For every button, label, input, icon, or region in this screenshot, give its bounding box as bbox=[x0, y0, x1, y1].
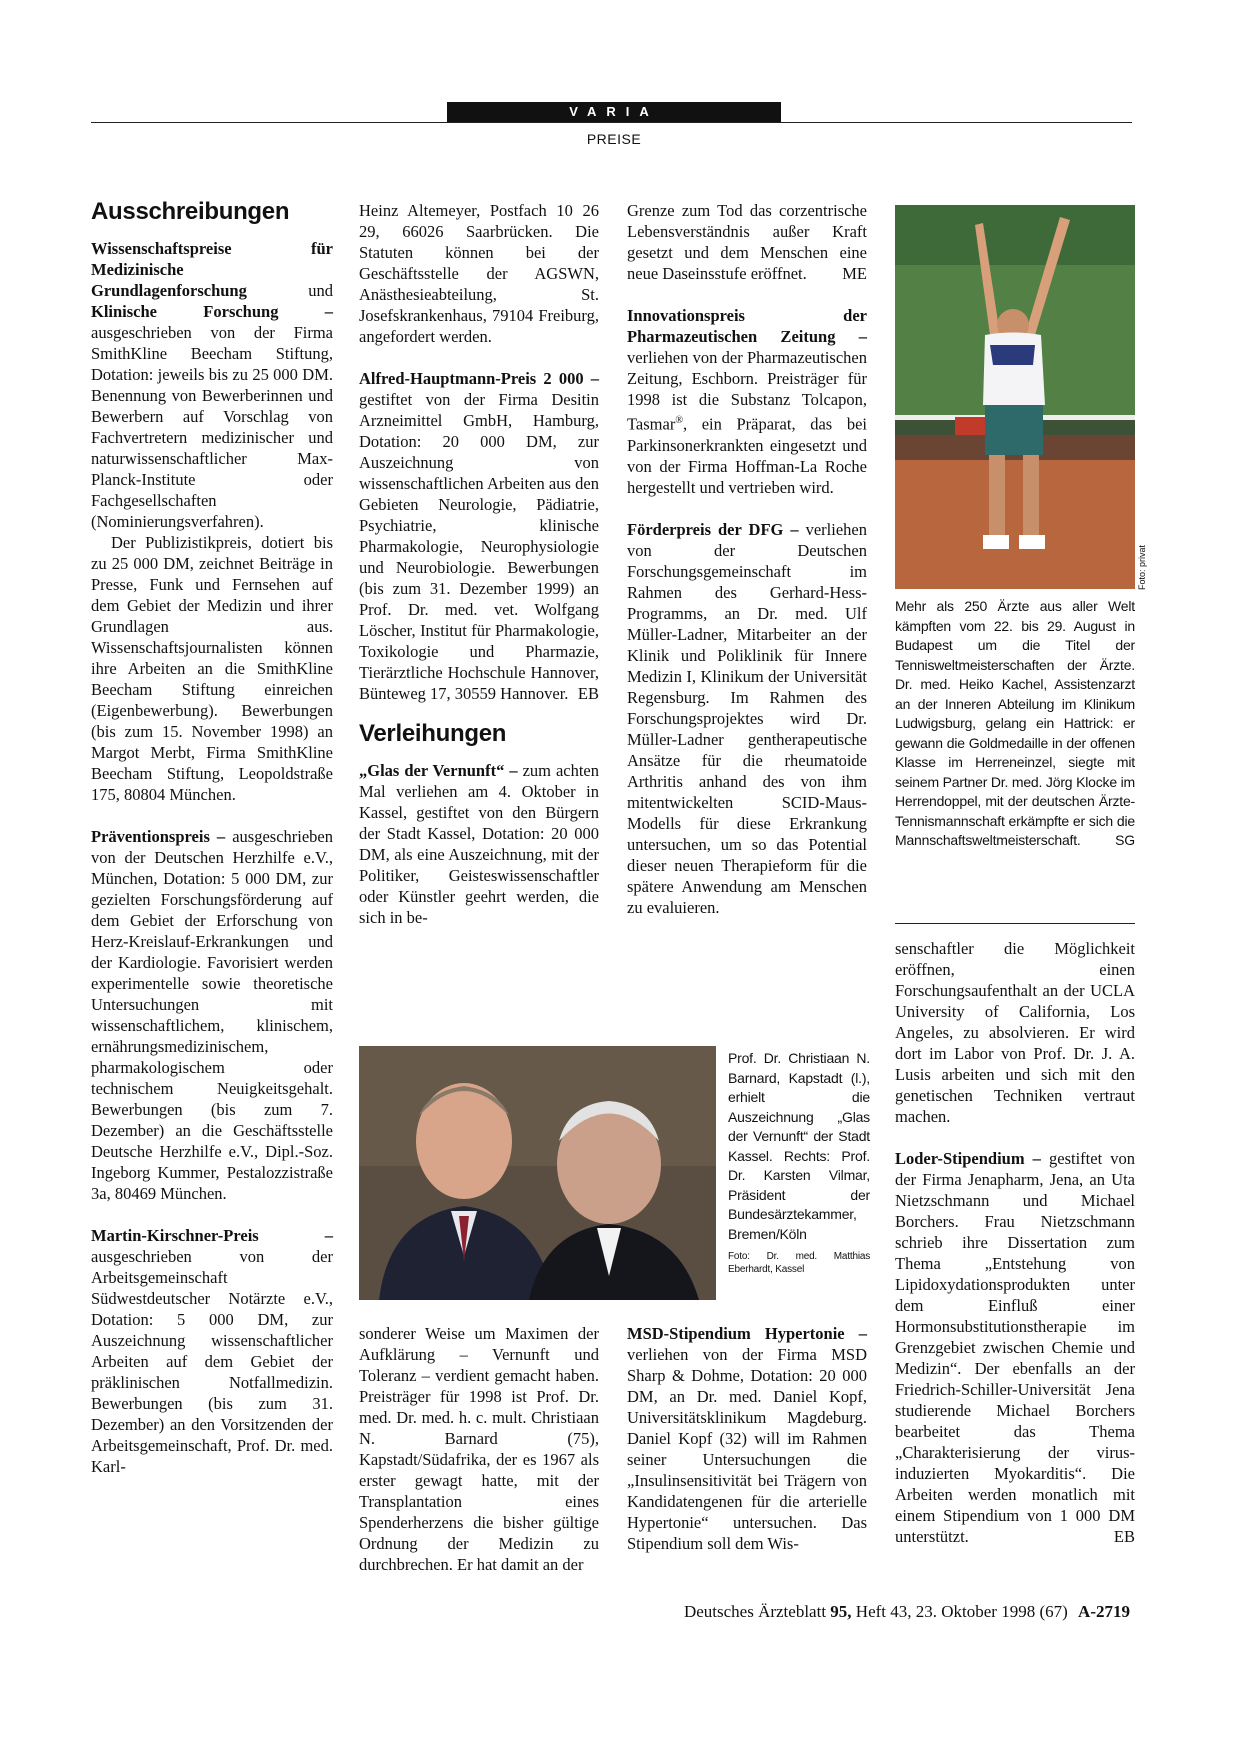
heading-verleihungen: Verleihungen bbox=[359, 720, 507, 747]
photo-tennis-illustration bbox=[895, 205, 1135, 589]
column-4 bbox=[895, 938, 1135, 1547]
photo-credit: Foto: Dr. med. Matthias Eberhardt, Kassel bbox=[728, 1251, 870, 1275]
author-signature: EB bbox=[1113, 1527, 1135, 1546]
photo-barnard-caption: Prof. Dr. Christiaan N. Barnard, Kapstadt (l.), erhielt die Auszeichnung „Glas der Vernunft“ der Stadt Kassel. Rechts: Prof. Dr. Karsten Vilmar, Präsident der Bundesärztekammer, Bremen/Köln Foto: Dr. med. Matthias Eberhardt, Kassel bbox=[728, 1050, 870, 1275]
heading-ausschreibungen: Ausschreibungen bbox=[91, 198, 290, 225]
subsection-label: PREISE bbox=[586, 131, 642, 147]
tennis-photo-credit: Foto: privat bbox=[1137, 544, 1147, 590]
section-label: VARIA bbox=[447, 102, 781, 122]
article-foerderpreis-dfg: Förderpreis der DFG – verliehen von der Deutschen Forschungsgemeinschaft im Rahmen des Gerhard-Hess-Programms, an Dr. med. Ulf Müller-Ladner, Mitarbeiter an der Klinik und Poliklinik für Innere Medizin I, Klinikum der Universität Regensburg. Im Rahmen des Forschungsprojektes wird Dr. Müller-Ladner gentherapeutische Ansätze für die rheumatoide Arthritis anhand des von ihm mitentwickelten SCID-Maus-Modells für diese Erkrankung untersuchen, um so das Potential dieser neuen Therapieform für die spätere Anwendung am Menschen zu evaluieren. bbox=[627, 519, 867, 917]
page-footer: Deutsches Ärzteblatt 95, Heft 43, 23. Oktober 1998 (67) A-2719 bbox=[683, 1602, 1130, 1621]
author-signature: ME bbox=[842, 264, 867, 283]
author-signature: EB bbox=[577, 684, 599, 703]
article-glas-der-vernunft: „Glas der Vernunft“ – zum achten Mal verliehen am 4. Oktober in Kassel, gestiftet von den Bürgern der Stadt Kassel, Dotation: 20 000 DM, als eine Auszeichnung, mit der Politiker, Geisteswissenschaftler oder Künstler geehrt werden, die sich in be- bbox=[359, 761, 600, 927]
article-glas-cont: Grenze zum Tod das corzentrische Lebensverständnis außer Kraft gesetzt und dem Menschen eine neue Daseinsstufe eröffnet. ME bbox=[627, 201, 867, 283]
article-martin-kirschner-cont: Heinz Altemeyer, Postfach 10 26 29, 66026 Saarbrücken. Die Statuten können bei der Geschäftsstelle der AGSWN, Anästhesieabteilung, St. Josefskrankenhaus, 79104 Freiburg, angefordert werden. bbox=[359, 201, 599, 346]
article-martin-kirschner-preis: Martin-Kirschner-Preis – ausgeschrieben von der Arbeitsgemeinschaft Südwestdeutscher Notärzte e.V., Dotation: 5 000 DM, zur Auszeichnung wissenschaftlicher Arbeiten auf dem Gebiet der präklinischen Notfallmedizin. Bewerbungen (bis zum 31. Dezember) an den Vorsitzenden der Arbeitsgemeinschaft, Prof. Dr. med. Karl- bbox=[91, 1226, 333, 1476]
column-1 bbox=[91, 198, 333, 1477]
article-msd-cont: senschaftler die Möglichkeit eröffnen, einen Forschungsaufenthalt an der UCLA University of California, Los Angeles, zu absolvieren. Er wird dort im Labor von Prof. Dr. J. A. Lusis arbeiten und sich mit den genetischen Techniken vertraut machen. bbox=[895, 939, 1135, 1126]
article-msd-stipendium: MSD-Stipendium Hypertonie – verliehen von der Firma MSD Sharp & Dohme, Dotation: 20 000 DM, an Dr. med. Daniel Kopf, Universitätsklinikum Magdeburg. Daniel Kopf (32) will im Rahmen seiner Untersuchungen die „Insulinsensitivität bei Trägern von Kandidatengenen für die arterielle Hypertonie“ untersuchen. Das Stipendium soll dem Wis- bbox=[627, 1324, 867, 1553]
article-loder-stipendium: Loder-Stipendium – gestiftet von der Firma Jenapharm, Jena, an Uta Nietzschmann und Michael Borchers. Frau Nietzschmann schrieb ihre Dissertation zum Thema „Entstehung von Lipidoxydationsprodukten unter dem Einfluß einer Hormonsubstitutionstherapie im Grenzgebiet zwischen Chemie und Medizin“. Der ebenfalls an der Friedrich-Schiller-Universität Jena studierende Michael Borchers bearbeitet das Thema „Charakterisierung der virus-induzierten Myokarditis“. Die Arbeiten werden monatlich mit einem Stipendium von 1 000 DM unterstützt. EB bbox=[895, 1149, 1136, 1546]
photo-barnard-vilmar-illustration bbox=[359, 1046, 716, 1300]
photo-tennis bbox=[895, 205, 1135, 589]
header-rule bbox=[91, 122, 1132, 123]
article-innovationspreis: Innovationspreis der Pharmazeutischen Zeitung – verliehen von der Pharmazeutischen Zeitung, Eschborn. Preisträger für 1998 ist die Substanz Tolcapon, Tasmar®, ein Präparat, das bei Parkinsonerkrankten eingesetzt und von der Firma Hoffman-La Roche hergestellt und vertrieben wird. bbox=[627, 306, 867, 497]
article-publizistikpreis: Der Publizistikpreis, dotiert bis zu 25 000 DM, zeichnet Beiträge in Presse, Funk und Fernsehen auf dem Gebiet der Medizin und ihrer Grundlagen aus. Wissenschaftsjournalisten können ihre Arbeiten an die SmithKline Beecham Stiftung einreichen (Eigenbewerbung). Bewerbungen (bis zum 15. November 1998) an Margot Merbt, Firma SmithKline Beecham Stiftung, Leopoldstraße 175, 80804 München. bbox=[91, 533, 333, 804]
photo-barnard-vilmar bbox=[359, 1046, 716, 1300]
article-alfred-hauptmann-preis: Alfred-Hauptmann-Preis 2 000 – gestiftet von der Firma Desitin Arzneimittel GmbH, Hamburg, Dotation: 20 000 DM, zur Auszeichnung von wissenschaftlichen Arbeiten aus den Gebieten Neurologie, Pädiatrie, Psychiatrie, klinische Pharmakologie, Neurophysiologie und Neurobiologie. Bewerbungen (bis zum 31. Dezember 1999) an Prof. Dr. med. vet. Wolfgang Löscher, Institut für Pharmakologie, Toxikologie und Pharmazie, Tierärztliche Hochschule Hannover, Bünteweg 17, 30559 Hannover. EB bbox=[359, 369, 599, 703]
column-2-lower bbox=[359, 1323, 599, 1575]
column-2-upper bbox=[359, 200, 599, 928]
column-3-upper bbox=[627, 200, 867, 918]
article-praeventionspreis: Präventionspreis – ausgeschrieben von der Deutschen Herzhilfe e.V., München, Dotation: 5 000 DM, zur gezielten Forschungsförderung auf dem Gebiet der Erforschung von Herz-Kreislauf-Erkrankungen und der Kardiologie. Favorisiert werden experimentelle sowie theoretische Untersuchungen mit wissenschaftlichem, klinischem, ernährungsmedizinischem, pharmakologischem oder technischem Neuigkeitsgehalt. Bewerbungen (bis zum 7. Dezember) an die Geschäftsstelle Deutsche Herzhilfe e.V., Dipl.-Soz. Ingeborg Kummer, Pestalozzistraße 3a, 80469 München. bbox=[91, 827, 333, 1203]
column-3-lower bbox=[627, 1323, 867, 1554]
caption-rule bbox=[895, 923, 1135, 924]
article-glas-cont-2: sonderer Weise um Maximen der Aufklärung – Vernunft und Toleranz – verdient gemacht haben. Preisträger für 1998 ist Prof. Dr. med. Dr. med. h. c. mult. Christiaan N. Barnard (75), Kapstadt/Südafrika, der es 1967 als erster gewagt hatte, mit der Transplantation eines Spenderherzens die bisher gültige Ordnung der Medizin zu durchbrechen. Er hat damit an der bbox=[359, 1324, 599, 1574]
page-number: A-2719 bbox=[1078, 1602, 1130, 1621]
tennis-caption: Mehr als 250 Ärzte aus aller Welt kämpften vom 22. bis 29. August in Budapest um die Titel der Tennisweltmeisterschaften der Ärzte. Dr. med. Heiko Kachel, Assistenzarzt an der Inneren Abteilung im Klinikum Ludwigsburg, gelang ein Hattrick: er gewann die Goldmedaille in der offenen Klasse im Herreneinzel, siegte mit seinem Partner Dr. med. Jörg Klocke im Herrendoppel, mit der deutschen Ärzte-Tennismannschaft erkämpfte er sich die Mannschaftsweltmeisterschaft. SG bbox=[895, 597, 1135, 851]
author-signature: SG bbox=[1115, 832, 1135, 848]
article-wissenschaftspreise: Wissenschaftspreise für Medizinische Grundlagenforschung und Klinische Forschung – ausgeschrieben von der Firma SmithKline Beecham Stiftung, Dotation: jeweils bis zu 25 000 DM. Benennung von Bewerberinnen und Bewerbern auf Vorschlag von Fachvertretern medizinischer und naturwissenschaftlicher Max-Planck-Institute oder Fachgesellschaften (Nominierungsverfahren). bbox=[91, 239, 333, 531]
